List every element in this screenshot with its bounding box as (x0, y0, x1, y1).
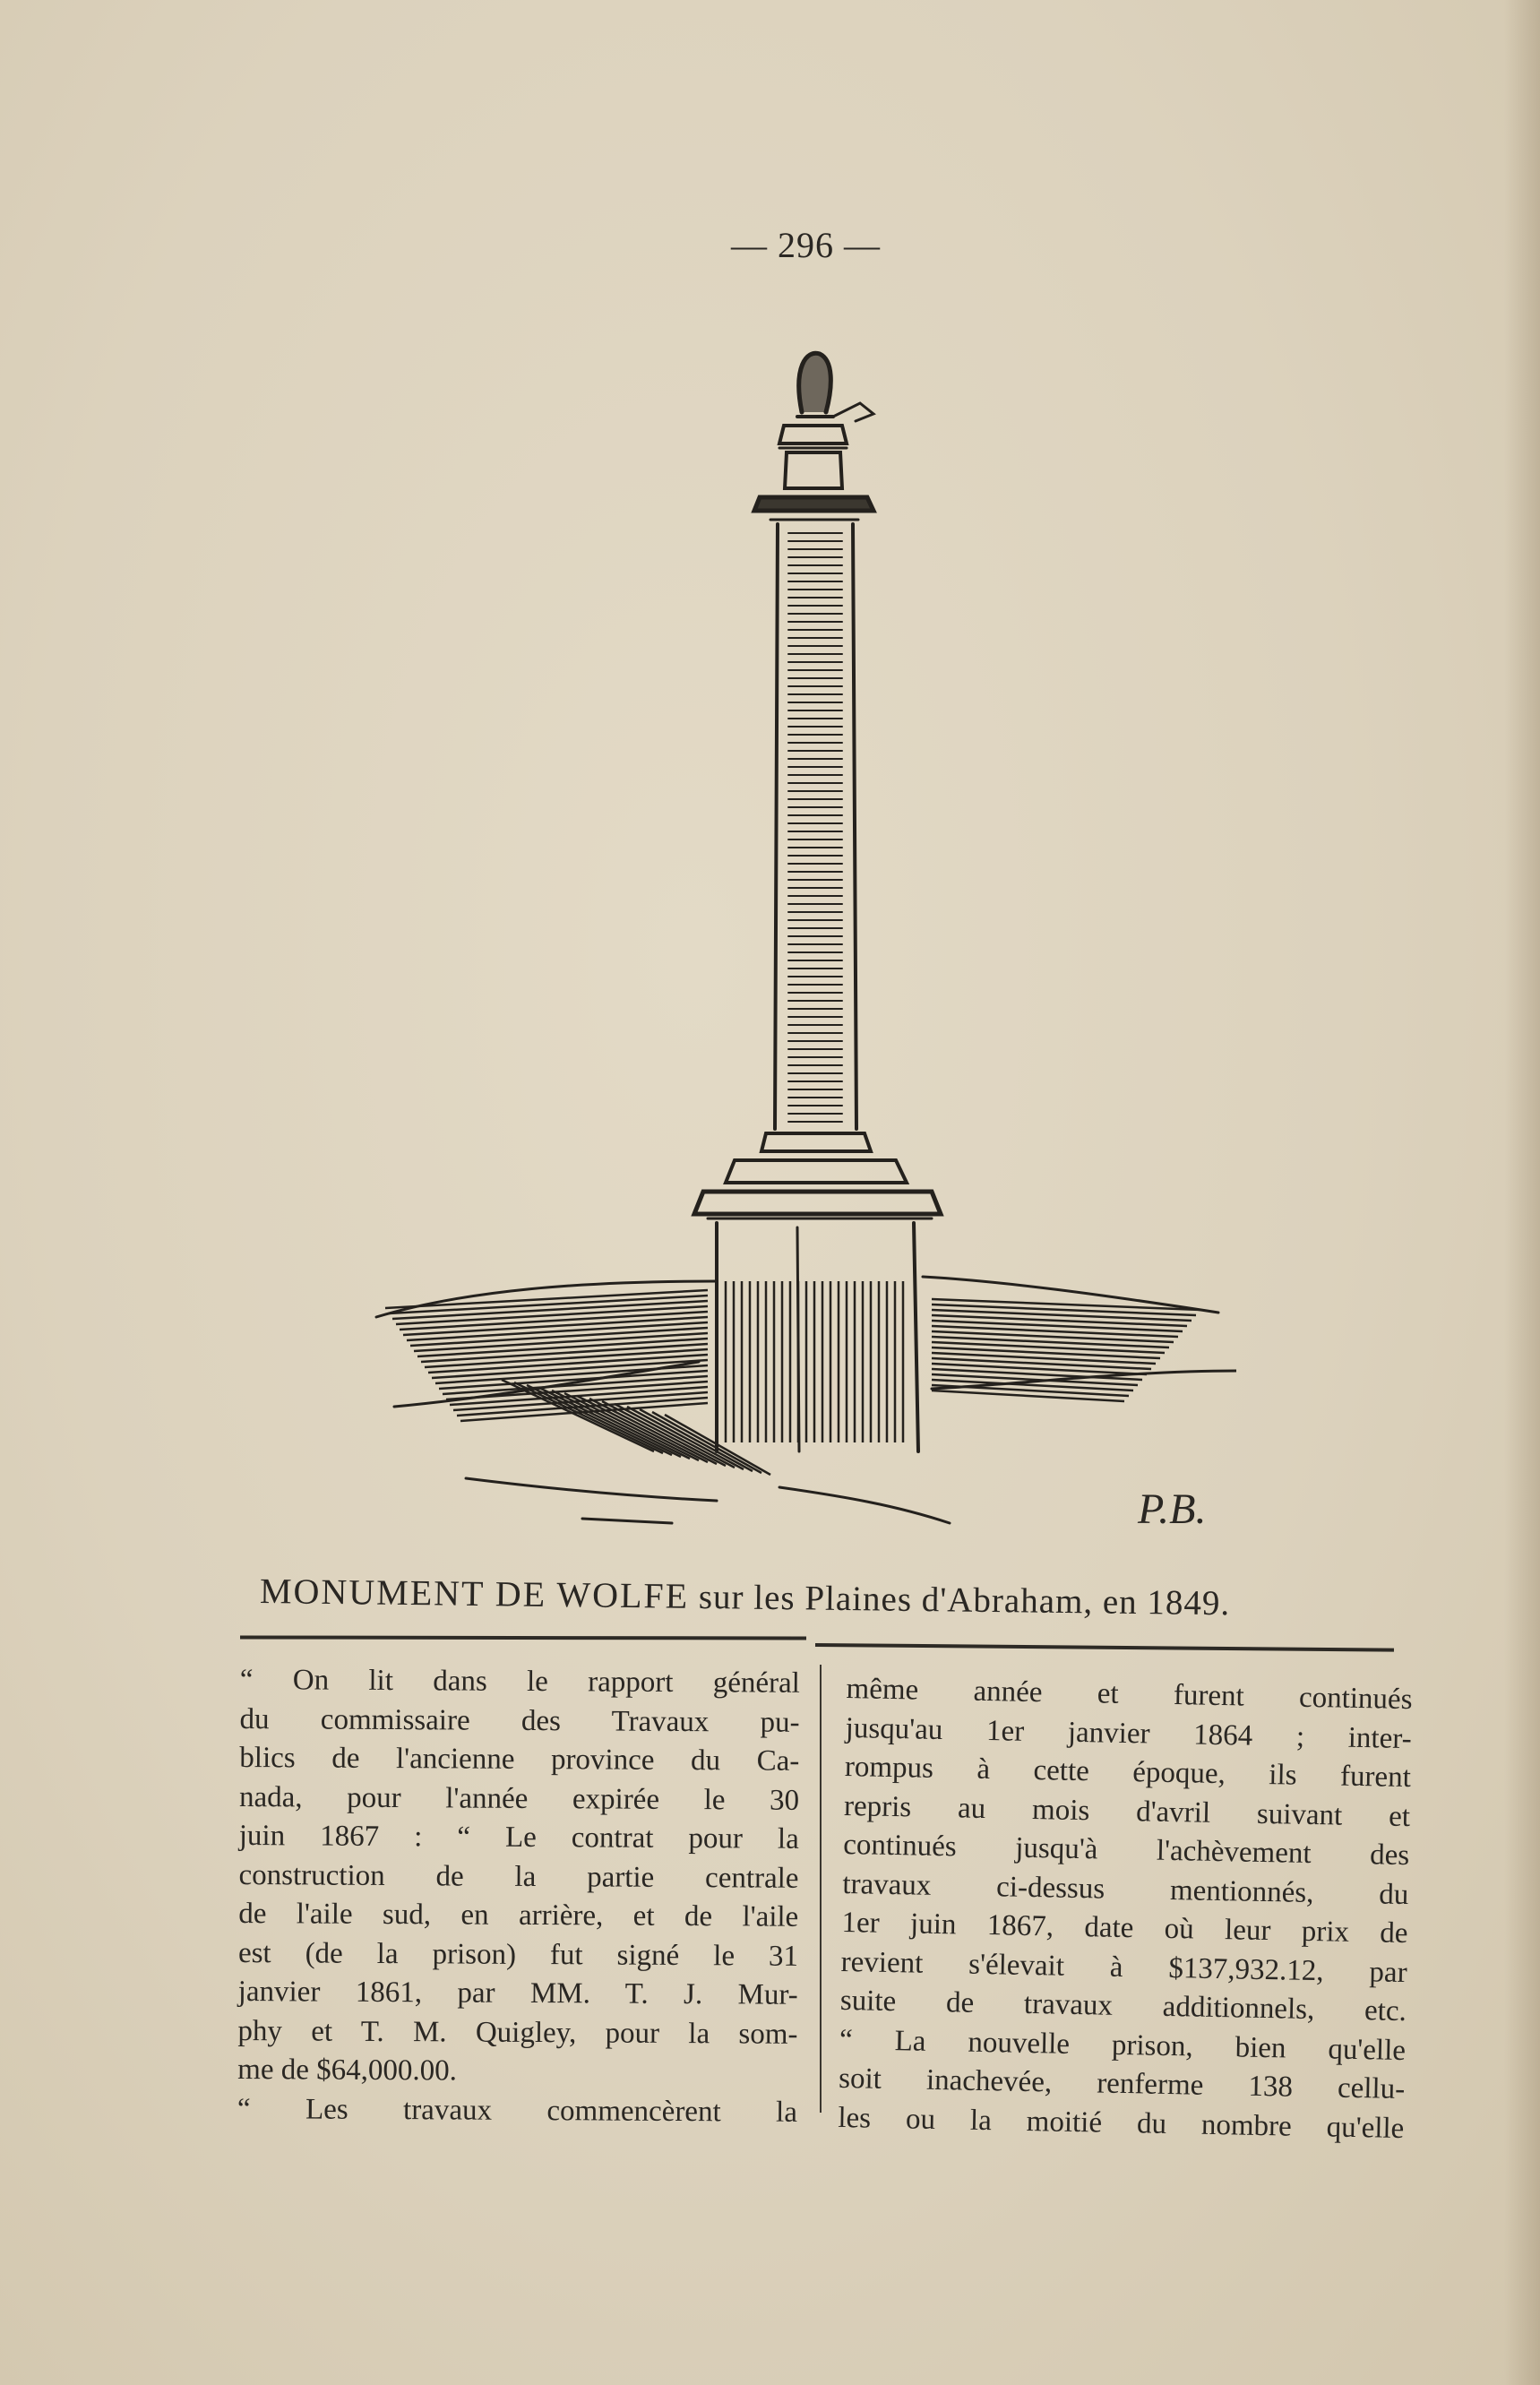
text-line: me de $64,000.00. (237, 2053, 458, 2088)
text-line: blics de l'ancienne province du Ca- (239, 1741, 800, 1778)
text-line: jusqu'au 1er janvier 1864 ; inter- (845, 1711, 1412, 1755)
text-line: travaux ci-dessus mentionnés, du (842, 1867, 1409, 1911)
text-line: construction de la partie centrale (238, 1858, 799, 1895)
caption-title: MONUMENT DE WOLFE (259, 1571, 690, 1616)
wolfe-monument-illustration (358, 331, 1236, 1550)
text-line: les ou la moitié du nombre qu'elle (838, 2101, 1405, 2145)
text-line: juin 1867 : “ Le contrat pour la (238, 1819, 799, 1855)
text-line: phy et T. M. Quigley, pour la som- (237, 2014, 798, 2051)
text-line: repris au mois d'avril suivant et (843, 1789, 1411, 1833)
text-line: soit inachevée, renferme 138 cellu- (838, 2062, 1406, 2106)
text-line: suite de travaux additionnels, etc. (839, 1984, 1407, 2028)
text-line: continués jusqu'à l'achèvement des (842, 1828, 1410, 1873)
text-line: nada, pour l'année expirée le 30 (238, 1780, 800, 1817)
page-number: — 296 — (731, 225, 881, 265)
text-line: du commissaire des Travaux pu- (239, 1702, 800, 1739)
text-line: “ La nouvelle prison, bien qu'elle (839, 2023, 1407, 2067)
illustration-signature: P.B. (1138, 1485, 1207, 1533)
text-line: janvier 1861, par MM. T. J. Mur- (237, 1975, 798, 2011)
text-line: 1er juin 1867, date où leur prix de (841, 1906, 1408, 1950)
text-line: de l'aile sud, en arrière, et de l'aile (238, 1897, 799, 1933)
left-column-text (237, 1661, 800, 2132)
text-line: même année et furent continués (846, 1672, 1413, 1717)
right-column-text (838, 1670, 1413, 2148)
text-line: “ On lit dans le rapport général (239, 1664, 800, 1700)
text-line: “ Les travaux commencèrent la (237, 2092, 798, 2129)
text-line: revient s'élevait à $137,932.12, par (840, 1945, 1407, 1989)
column-divider (820, 1665, 822, 2113)
caption-rest: sur les Plaines d'Abraham, en 1849. (698, 1577, 1231, 1623)
text-line: rompus à cette époque, ils furent (844, 1750, 1412, 1795)
text-line: est (de la prison) fut signé le 31 (237, 1936, 799, 1973)
page-edge-shadow (1504, 0, 1540, 2385)
